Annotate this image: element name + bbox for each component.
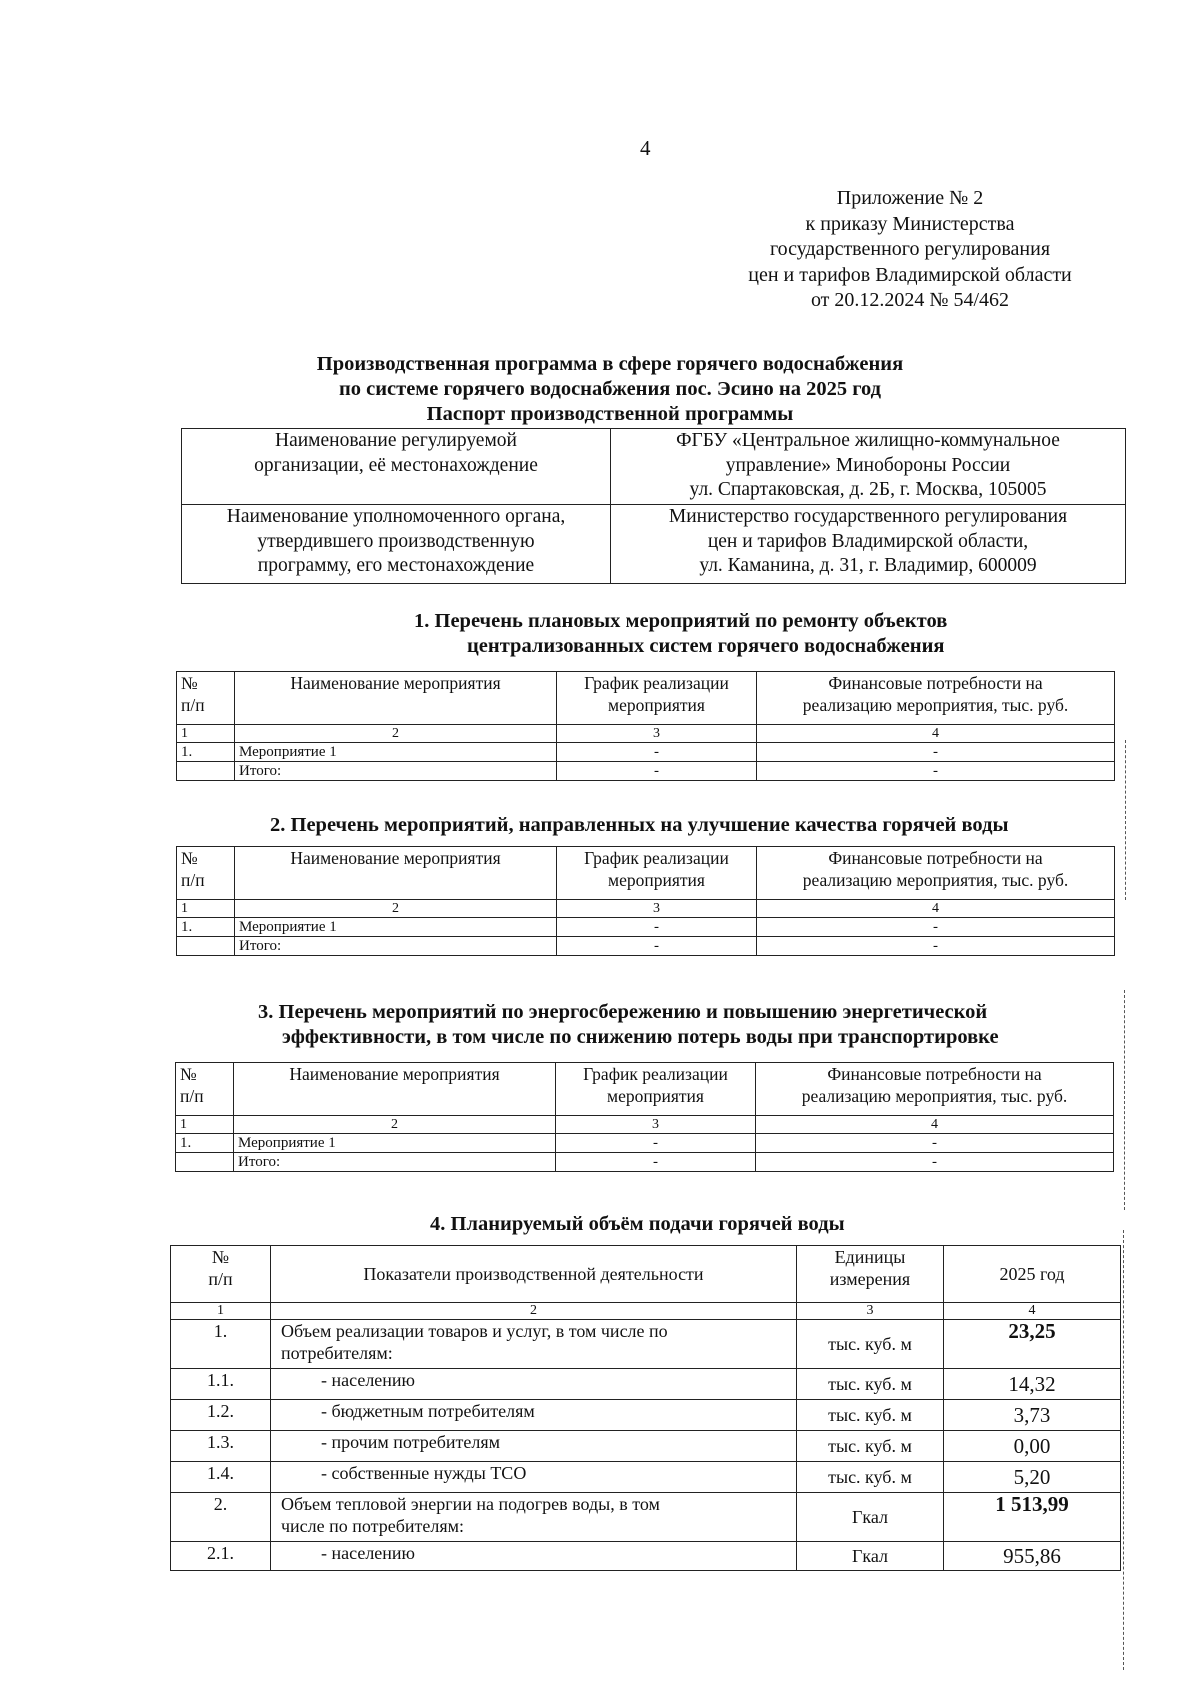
appendix-line: цен и тарифов Владимирской области xyxy=(748,263,1072,286)
header-num: № п/п xyxy=(176,1063,234,1116)
row-schedule: - xyxy=(557,937,757,956)
row-indicator: - собственные нужды ТСО xyxy=(271,1462,797,1493)
table-row xyxy=(171,1462,1121,1493)
row-schedule: - xyxy=(556,1134,756,1153)
row-indicator: - прочим потребителям xyxy=(271,1431,797,1462)
passport-value: ФГБУ «Центральное жилищно-коммунальное управление» Минобороны России ул. Спартаковская, д. 2Б, г. Москва, 105005 xyxy=(611,429,1126,505)
passport-row xyxy=(182,505,1126,584)
table-row xyxy=(171,1369,1121,1400)
appendix-line: Приложение № 2 xyxy=(836,187,984,209)
passport-label: Наименование регулируемой организации, её местонахождение xyxy=(182,429,611,505)
row-name: Итого: xyxy=(235,937,557,956)
header-unit: Единицы измерения xyxy=(797,1246,944,1303)
header-schedule: График реализации мероприятия xyxy=(557,672,757,725)
row-num: 1.3. xyxy=(171,1431,271,1462)
table-row xyxy=(177,743,1115,762)
table-row xyxy=(171,1320,1121,1369)
row-indicator: - населению xyxy=(271,1369,797,1400)
row-schedule: - xyxy=(556,1153,756,1172)
column-number: 4 xyxy=(757,725,1115,743)
table-row-total xyxy=(177,762,1115,781)
row-num: 1.4. xyxy=(171,1462,271,1493)
table-header-row xyxy=(176,1063,1114,1116)
row-indicator: - населению xyxy=(271,1542,797,1571)
table-row xyxy=(176,1134,1114,1153)
appendix-line: к приказу Министерства xyxy=(805,212,1015,235)
column-number: 3 xyxy=(557,725,757,743)
row-num: 1. xyxy=(177,918,235,937)
row-name: Итого: xyxy=(234,1153,556,1172)
row-finance: - xyxy=(757,918,1115,937)
column-number: 3 xyxy=(797,1303,944,1320)
appendix-line: от 20.12.2024 № 54/462 xyxy=(810,289,1010,311)
passport-value: Министерство государственного регулирования цен и тарифов Владимирской области, ул. Каманина, д. 31, г. Владимир, 600009 xyxy=(611,505,1126,584)
header-schedule: График реализации мероприятия xyxy=(557,847,757,900)
row-indicator: Объем тепловой энергии на подогрев воды, в том числе по потребителям: xyxy=(271,1493,797,1542)
table-row xyxy=(177,918,1115,937)
row-schedule: - xyxy=(557,918,757,937)
volume-table xyxy=(170,1245,1121,1571)
table-row xyxy=(171,1431,1121,1462)
appendix-block xyxy=(700,186,1120,314)
header-finance: Финансовые потребности на реализацию мероприятия, тыс. руб. xyxy=(757,847,1115,900)
header-name: Наименование мероприятия xyxy=(234,1063,556,1116)
column-number-row xyxy=(176,1116,1114,1134)
row-num xyxy=(177,762,235,781)
row-finance: - xyxy=(757,762,1115,781)
row-schedule: - xyxy=(557,743,757,762)
row-finance: - xyxy=(756,1134,1114,1153)
row-num: 2. xyxy=(171,1493,271,1542)
column-number-row xyxy=(177,725,1115,743)
row-value: 0,00 xyxy=(944,1431,1121,1462)
row-finance: - xyxy=(757,743,1115,762)
column-number: 3 xyxy=(556,1116,756,1134)
column-number: 1 xyxy=(176,1116,234,1134)
column-number: 2 xyxy=(235,725,557,743)
header-schedule: График реализации мероприятия xyxy=(556,1063,756,1116)
table-row xyxy=(171,1400,1121,1431)
header-name: Наименование мероприятия xyxy=(235,847,557,900)
row-unit: Гкал xyxy=(797,1542,944,1571)
appendix-line: государственного регулирования xyxy=(769,238,1051,260)
header-num: № п/п xyxy=(177,672,235,725)
passport-label: Наименование уполномоченного органа, утвердившего производственную программу, его местонахождение xyxy=(182,505,611,584)
table-row xyxy=(171,1542,1121,1571)
row-unit: тыс. куб. м xyxy=(797,1462,944,1493)
scan-edge-line xyxy=(1124,990,1125,1210)
table-header-row xyxy=(177,847,1115,900)
header-num: № п/п xyxy=(171,1246,271,1303)
row-value: 23,25 xyxy=(944,1320,1121,1369)
row-finance: - xyxy=(756,1153,1114,1172)
row-num: 1. xyxy=(171,1320,271,1369)
row-unit: тыс. куб. м xyxy=(797,1320,944,1369)
column-number: 1 xyxy=(171,1303,271,1320)
section-1-title: 1. Перечень плановых мероприятий по ремонту объектов централизованных систем горячего водоснабжения xyxy=(414,610,948,657)
section-3-table xyxy=(175,1062,1114,1172)
page-number: 4 xyxy=(640,136,651,160)
row-name: Мероприятие 1 xyxy=(235,743,557,762)
program-title-line: по системе горячего водоснабжения пос. Эсино на 2025 год xyxy=(338,378,882,400)
column-number: 4 xyxy=(944,1303,1121,1320)
row-name: Мероприятие 1 xyxy=(234,1134,556,1153)
header-finance: Финансовые потребности на реализацию мероприятия, тыс. руб. xyxy=(757,672,1115,725)
row-value: 3,73 xyxy=(944,1400,1121,1431)
program-title-line: Производственная программа в сфере горячего водоснабжения xyxy=(316,353,904,375)
row-schedule: - xyxy=(557,762,757,781)
column-number: 2 xyxy=(234,1116,556,1134)
section-2-title: 2. Перечень мероприятий, направленных на улучшение качества горячей воды xyxy=(270,814,1009,836)
row-unit: тыс. куб. м xyxy=(797,1400,944,1431)
section-4-title: 4. Планируемый объём подачи горячей воды xyxy=(430,1213,845,1235)
column-number: 2 xyxy=(271,1303,797,1320)
table-header-row xyxy=(177,672,1115,725)
table-row xyxy=(171,1493,1121,1542)
row-name: Мероприятие 1 xyxy=(235,918,557,937)
column-number: 2 xyxy=(235,900,557,918)
row-num xyxy=(177,937,235,956)
row-value: 5,20 xyxy=(944,1462,1121,1493)
column-number: 4 xyxy=(756,1116,1114,1134)
row-num: 2.1. xyxy=(171,1542,271,1571)
row-value: 955,86 xyxy=(944,1542,1121,1571)
header-name: Наименование мероприятия xyxy=(235,672,557,725)
row-unit: тыс. куб. м xyxy=(797,1369,944,1400)
row-unit: Гкал xyxy=(797,1493,944,1542)
row-num xyxy=(176,1153,234,1172)
row-finance: - xyxy=(757,937,1115,956)
header-num: № п/п xyxy=(177,847,235,900)
row-value: 1 513,99 xyxy=(944,1493,1121,1542)
section-1-table xyxy=(176,671,1115,781)
header-year: 2025 год xyxy=(944,1246,1121,1303)
row-num: 1.2. xyxy=(171,1400,271,1431)
row-indicator: Объем реализации товаров и услуг, в том числе по потребителям: xyxy=(271,1320,797,1369)
table-row-total xyxy=(176,1153,1114,1172)
column-number: 4 xyxy=(757,900,1115,918)
row-unit: тыс. куб. м xyxy=(797,1431,944,1462)
row-value: 14,32 xyxy=(944,1369,1121,1400)
column-number-row xyxy=(177,900,1115,918)
program-title xyxy=(170,352,1050,427)
section-2-table xyxy=(176,846,1115,956)
row-num: 1.1. xyxy=(171,1369,271,1400)
passport-title: Паспорт производственной программы xyxy=(426,403,794,425)
row-indicator: - бюджетным потребителям xyxy=(271,1400,797,1431)
scan-edge-line xyxy=(1123,1230,1124,1670)
passport-row xyxy=(182,429,1126,505)
column-number: 1 xyxy=(177,900,235,918)
table-row-total xyxy=(177,937,1115,956)
section-3-title: 3. Перечень мероприятий по энергосбережению и повышению энергетической эффективности, в том числе по снижению потерь воды при транспортировке xyxy=(258,1001,999,1048)
column-number-row xyxy=(171,1303,1121,1320)
row-num: 1. xyxy=(177,743,235,762)
passport-table xyxy=(181,428,1126,584)
row-num: 1. xyxy=(176,1134,234,1153)
scan-edge-line xyxy=(1125,740,1126,900)
header-indicator: Показатели производственной деятельности xyxy=(271,1246,797,1303)
column-number: 1 xyxy=(177,725,235,743)
column-number: 3 xyxy=(557,900,757,918)
table-header-row xyxy=(171,1246,1121,1303)
row-name: Итого: xyxy=(235,762,557,781)
header-finance: Финансовые потребности на реализацию мероприятия, тыс. руб. xyxy=(756,1063,1114,1116)
